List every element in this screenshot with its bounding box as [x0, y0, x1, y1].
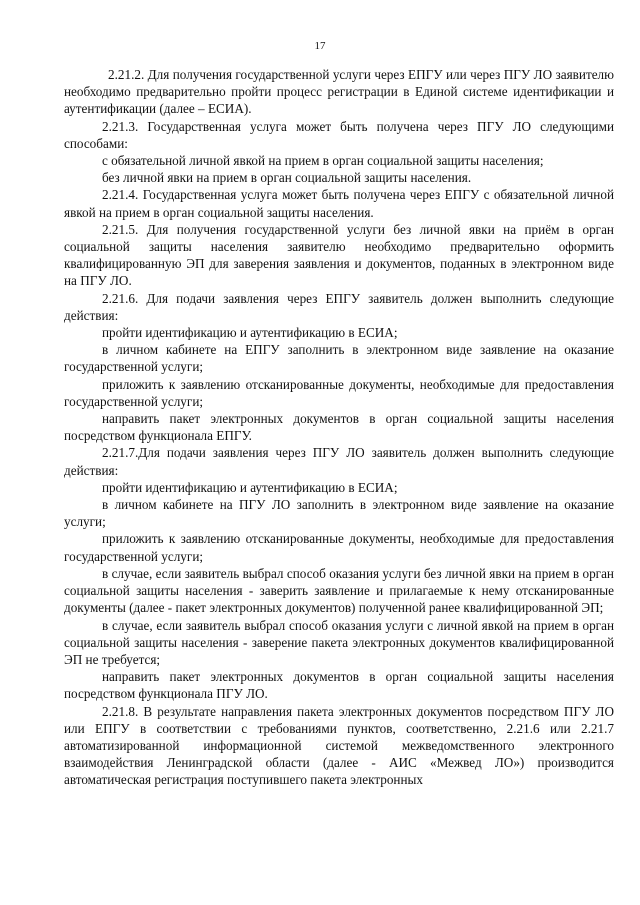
list-item-epgu-esia: пройти идентификацию и аутентификацию в ЕСИА; — [102, 325, 398, 341]
paragraph-2-21-3: 2.21.3. Государственная услуга может быть получена через ПГУ ЛО следующими способами: — [64, 118, 614, 151]
list-item-pgu-send: направить пакет электронных документов в орган социальной защиты населения посредством функционала ПГУ ЛО. — [64, 669, 614, 702]
page-number: 17 — [314, 40, 326, 52]
paragraph-2-21-2: 2.21.2. Для получения государственной услуги через ЕПГУ или через ПГУ ЛО заявителю необходимо предварительно пройти процесс регистрации в Единой системе идентификации и аутентификации (далее – ЕСИА). — [64, 67, 614, 117]
document-body — [64, 66, 614, 789]
list-item-without-visit: без личной явки на прием в орган социальной защиты населения. — [102, 170, 472, 186]
list-item-pgu-sign-without-visit: в случае, если заявитель выбрал способ оказания услуги без личной явки на прием в орган социальной защиты населения - заверить заявление и прилагаемые к нему отсканированные документы (далее - пакет электронных документов) полученной ранее квалифицированной ЭП; — [64, 565, 614, 616]
list-item-with-visit: с обязательной личной явкой на прием в орган социальной защиты населения; — [102, 153, 544, 169]
paragraph-2-21-4: 2.21.4. Государственная услуга может быть получена через ЕПГУ с обязательной личной явкой на прием в орган социальной защиты населения. — [64, 187, 614, 220]
paragraph-2-21-7: 2.21.7.Для подачи заявления через ПГУ ЛО заявитель должен выполнить следующие действия: — [64, 445, 614, 478]
list-item-epgu-send: направить пакет электронных документов в орган социальной защиты населения посредством функционала ЕПГУ. — [64, 411, 614, 444]
paragraph-2-21-6: 2.21.6. Для подачи заявления через ЕПГУ заявитель должен выполнить следующие действия: — [64, 290, 614, 323]
paragraph-2-21-8: 2.21.8. В результате направления пакета электронных документов посредством ПГУ ЛО или ЕПГУ в соответствии с требованиями пунктов, соответственно, 2.21.6 или 2.21.7 автоматизированной информационной системой межведомственного электронного взаимодействия Ленинградской области (далее - АИС «Межвед ЛО») производится автоматическая регистрация поступившего пакета электронных — [64, 703, 614, 788]
list-item-pgu-esia: пройти идентификацию и аутентификацию в ЕСИА; — [102, 479, 398, 495]
paragraph-2-21-5: 2.21.5. Для получения государственной услуги без личной явки на приём в орган социальной защиты населения заявителю необходимо предварительно оформить квалифицированную ЭП для заверения заявления и документов, поданных в электронном виде на ПГУ ЛО. — [64, 221, 614, 289]
list-item-pgu-with-visit: в случае, если заявитель выбрал способ оказания услуги с личной явкой на прием в орган социальной защиты населения - заверение пакета электронных документов квалифицированной ЭП не требуется; — [64, 617, 614, 667]
list-item-epgu-fill-form: в личном кабинете на ЕПГУ заполнить в электронном виде заявление на оказание государственной услуги; — [64, 342, 614, 375]
list-item-epgu-attach: приложить к заявлению отсканированные документы, необходимые для предоставления государственной услуги; — [64, 376, 614, 409]
list-item-pgu-fill-form: в личном кабинете на ПГУ ЛО заполнить в электронном виде заявление на оказание услуги; — [64, 497, 614, 530]
list-item-pgu-attach: приложить к заявлению отсканированные документы, необходимые для предоставления государственной услуги; — [64, 531, 614, 564]
